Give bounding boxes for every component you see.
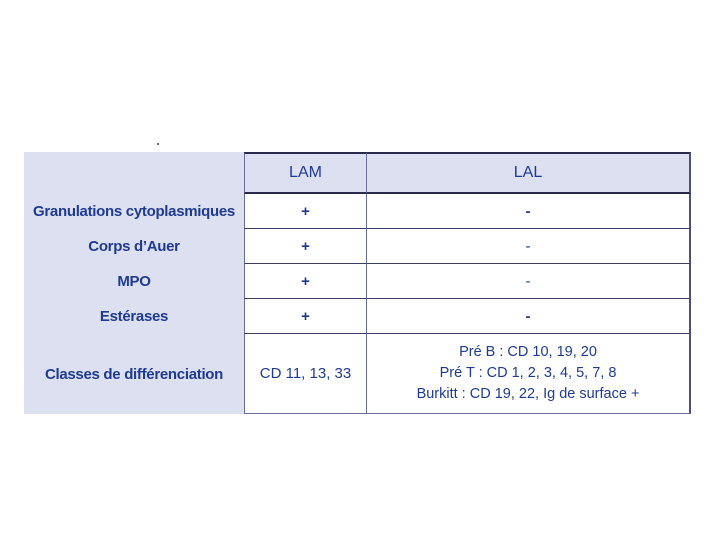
stray-dot bbox=[157, 143, 159, 145]
cell-corps-auer-lal: - bbox=[367, 229, 691, 264]
cell-corps-auer-lam: + bbox=[244, 229, 367, 264]
cell-classes-lam: CD 11, 13, 33 bbox=[244, 334, 367, 414]
cell-esterases-lal: - bbox=[367, 299, 691, 334]
classes-lal-burkitt: Burkitt : CD 19, 22, Ig de surface + bbox=[416, 386, 640, 402]
classes-lal-pre-b: Pré B : CD 10, 19, 20 bbox=[459, 344, 597, 360]
table-corner bbox=[24, 152, 244, 194]
cell-mpo-lal: - bbox=[367, 264, 691, 299]
lam-lal-comparison-table bbox=[24, 152, 691, 414]
cell-granulations-lam: + bbox=[244, 194, 367, 229]
column-header-lal: LAL bbox=[367, 152, 691, 194]
row-label-granulations: Granulations cytoplasmiques bbox=[24, 194, 244, 229]
cell-classes-lal bbox=[367, 334, 691, 414]
row-label-esterases: Estérases bbox=[24, 299, 244, 334]
column-header-lam: LAM bbox=[244, 152, 367, 194]
classes-lal-pre-t: Pré T : CD 1, 2, 3, 4, 5, 7, 8 bbox=[439, 365, 617, 381]
row-label-classes: Classes de différenciation bbox=[24, 334, 244, 414]
row-label-corps-auer: Corps d’Auer bbox=[24, 229, 244, 264]
row-label-mpo: MPO bbox=[24, 264, 244, 299]
cell-granulations-lal: - bbox=[367, 194, 691, 229]
cell-mpo-lam: + bbox=[244, 264, 367, 299]
cell-esterases-lam: + bbox=[244, 299, 367, 334]
